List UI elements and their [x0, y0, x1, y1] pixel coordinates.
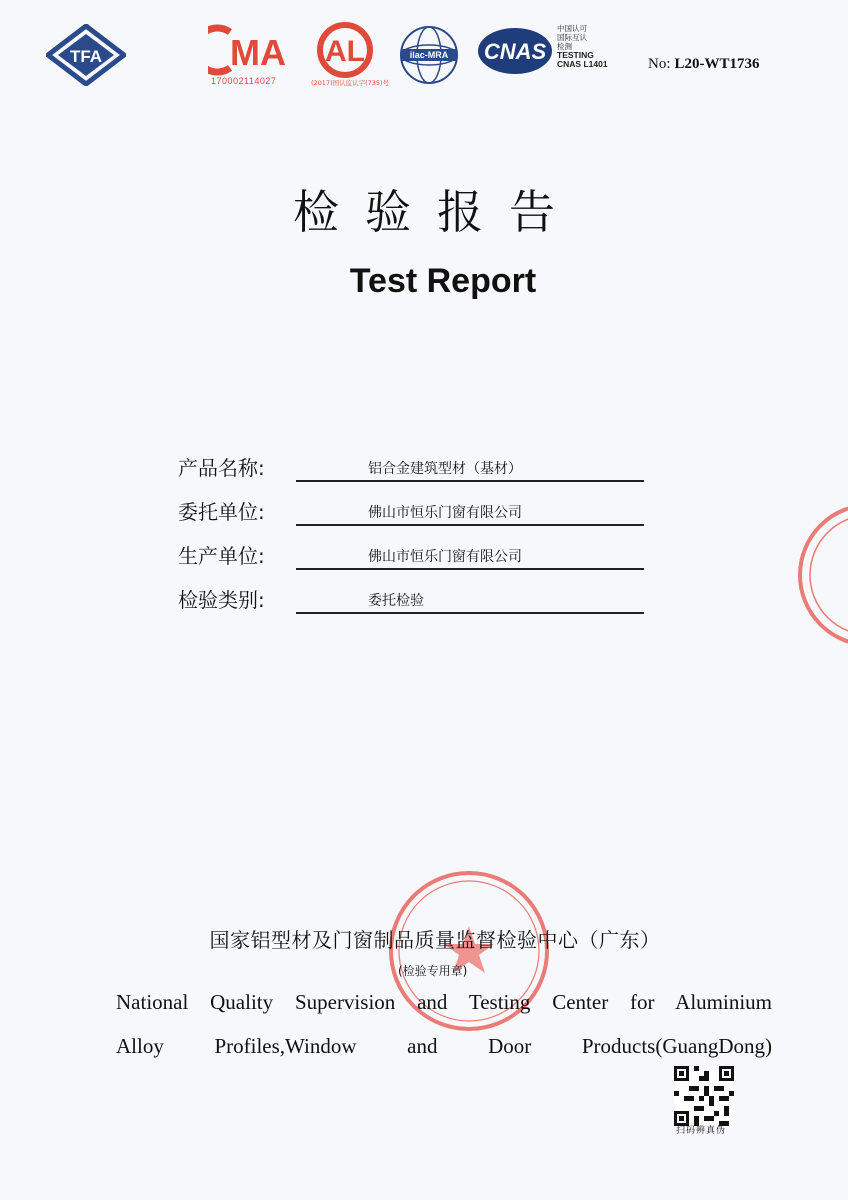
cnas-accreditation-text: [557, 24, 608, 69]
cnas-text-line: 检测: [557, 42, 572, 51]
cnas-logo: [476, 26, 554, 76]
report-number: [648, 56, 760, 73]
cal-code: (2017)国认监认字(735)号: [311, 79, 390, 87]
field-underline: [296, 612, 644, 614]
cma-logo: [208, 24, 300, 76]
verification-qr-code[interactable]: [674, 1066, 734, 1126]
field-label: 检验类别:: [178, 588, 265, 612]
header-logos: [0, 0, 848, 110]
field-inspection-type: [178, 584, 648, 616]
cal-logo: [308, 22, 382, 78]
field-manufacturer: [178, 540, 648, 572]
title-english: Test Report: [349, 262, 537, 300]
field-label: 产品名称:: [178, 456, 265, 480]
field-value: 佛山市恒乐门窗有限公司: [368, 549, 522, 565]
cnas-text-line: CNAS L1401: [557, 59, 608, 69]
field-label: 生产单位:: [178, 544, 265, 568]
report-number-value: L20-WT1736: [674, 56, 760, 72]
report-number-label: No:: [648, 56, 671, 72]
cnas-text-line: TESTING: [557, 50, 594, 60]
cal-logo-text: AL: [325, 35, 365, 68]
field-underline: [296, 524, 644, 526]
issuer-name-chinese: 国家铝型材及门窗制品质量监督检验中心（广东）: [209, 928, 661, 952]
field-product-name: [178, 452, 648, 484]
issuer-name-english-line2: Alloy Profiles,Window and Door Products(GuangDong): [116, 1034, 772, 1058]
ilac-mra-text: ilac-MRA: [409, 50, 449, 60]
title-chinese: 检验报告: [293, 185, 581, 239]
stamp-note: (检验专用章): [398, 964, 468, 978]
tfa-logo: [46, 24, 126, 86]
cnas-text-line: 中国认可: [557, 24, 587, 33]
cnas-text-line: 国际互认: [557, 33, 587, 42]
field-value: 委托检验: [368, 593, 424, 609]
field-label: 委托单位:: [178, 500, 265, 524]
cma-logo-text: MA: [230, 32, 286, 73]
field-value: 佛山市恒乐门窗有限公司: [368, 505, 522, 521]
field-underline: [296, 480, 644, 482]
tfa-logo-text: TFA: [69, 47, 103, 66]
cma-code: 170002114027: [211, 76, 277, 86]
edge-seal-stamp: [790, 500, 848, 650]
ilac-mra-logo: [396, 24, 462, 86]
field-value: 铝合金建筑型材（基材）: [368, 461, 522, 477]
cnas-logo-text: CNAS: [483, 39, 547, 64]
field-client: [178, 496, 648, 528]
qr-caption: 扫码辨真伪: [676, 1126, 727, 1136]
issuer-name-english-line1: National Quality Supervision and Testing Center for Aluminium: [116, 990, 772, 1014]
field-underline: [296, 568, 644, 570]
